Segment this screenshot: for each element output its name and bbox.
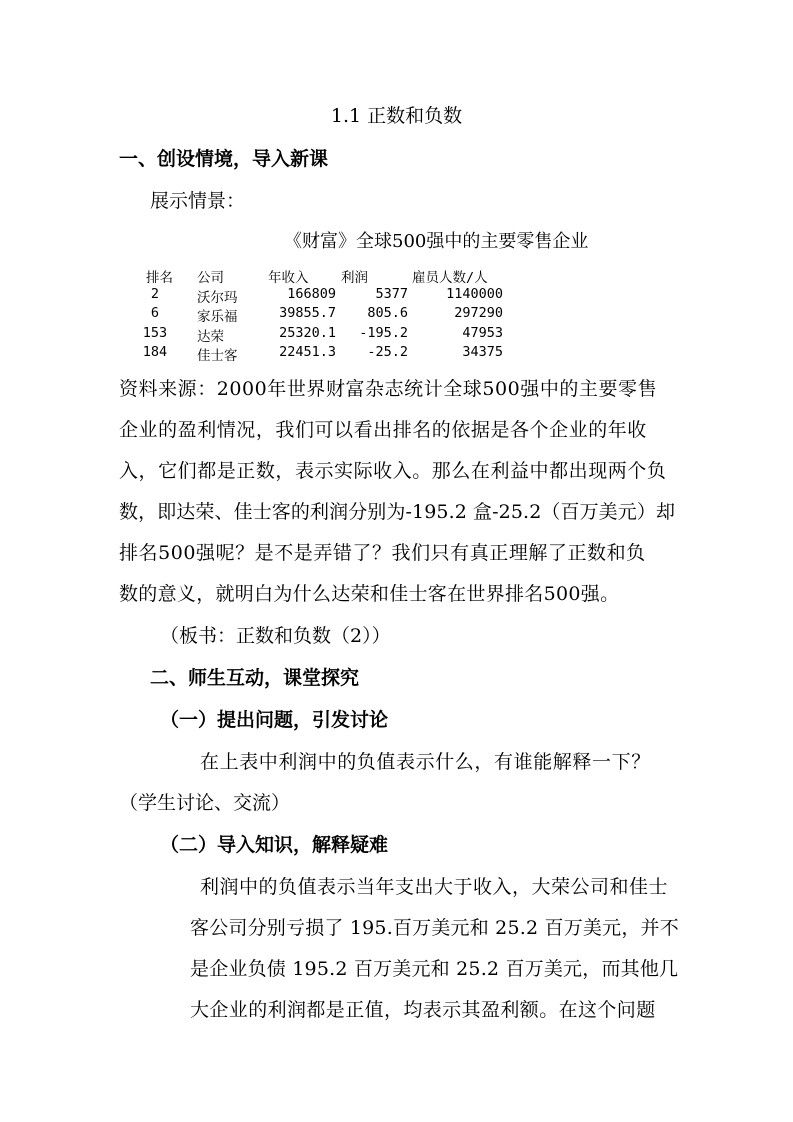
table-title: 《财富》全球500强中的主要零售企业: [284, 231, 589, 252]
cell-profit: -25.2: [367, 344, 408, 361]
cell-profit: -195.2: [359, 324, 408, 341]
cell-employees: 34375: [462, 344, 503, 361]
question-note: （学生讨论、交流）: [119, 792, 291, 814]
show-label: 展示情景：: [150, 190, 246, 212]
cell-employees: 47953: [462, 324, 503, 341]
section1-heading: 一、创设情境，导入新课: [119, 148, 329, 170]
header-employees: 雇员人数/人: [412, 270, 488, 286]
cell-rank: 6: [150, 305, 160, 322]
question-line: 在上表中利润中的负值表示什么，有谁能解释一下？: [200, 751, 651, 773]
para1-line: 入，它们都是正数，表示实际收入。那么在利益中都出现两个负: [119, 460, 667, 482]
cell-company: 家乐福: [197, 309, 238, 326]
para2-line: 利润中的负值表示当年支出大于收入，大荣公司和佳士: [200, 876, 669, 898]
para2-line: 大企业的利润都是正值，均表示其盈利额。在这个问题: [190, 999, 656, 1021]
para1-line: 数的意义，就明白为什么达荣和佳士客在世界排名500强。: [119, 583, 620, 605]
para1-line: 数，即达荣、佳士客的利润分别为-195.2 盒-25.2（百万美元）却: [119, 501, 676, 523]
cell-revenue: 22451.3: [279, 344, 336, 361]
board-note: （板书：正数和负数（2））: [160, 625, 391, 647]
cell-company: 佳士客: [197, 348, 238, 365]
page-title: 1.1 正数和负数: [330, 105, 463, 127]
cell-company: 达荣: [197, 328, 224, 345]
cell-revenue: 39855.7: [279, 305, 336, 322]
cell-profit: 5377: [375, 285, 408, 302]
para1-line: 企业的盈利情况，我们可以看出排名的依据是各个企业的年收: [119, 419, 647, 441]
section2-heading: 二、师生互动，课堂探究: [150, 667, 360, 689]
subsection1-heading: （一）提出问题，引发讨论: [160, 709, 389, 731]
header-rank: 排名: [146, 270, 173, 286]
subsection2-heading: （二）导入知识，解释疑难: [160, 834, 389, 856]
cell-revenue: 25320.1: [279, 324, 336, 341]
cell-employees: 1140000: [446, 285, 503, 302]
cell-employees: 297290: [454, 305, 503, 322]
cell-profit: 805.6: [367, 305, 408, 322]
header-company: 公司: [197, 270, 224, 286]
cell-rank: 153: [142, 324, 168, 341]
para1-line: 资料来源：2000年世界财富杂志统计全球500强中的主要零售: [119, 378, 658, 400]
cell-revenue: 166809: [287, 285, 336, 302]
para1-line: 排名500强呢？是不是弄错了？我们只有真正理解了正数和负: [119, 542, 646, 564]
cell-rank: 2: [150, 285, 160, 302]
para2-line: 客公司分别亏损了 195.百万美元和 25.2 百万美元，并不: [190, 917, 679, 939]
para2-line: 是企业负债 195.2 百万美元和 25.2 百万美元，而其他几: [190, 958, 679, 980]
header-profit: 利润: [341, 270, 368, 286]
cell-company: 沃尔玛: [197, 289, 238, 306]
header-revenue: 年收入: [268, 270, 309, 286]
cell-rank: 184: [142, 344, 168, 361]
